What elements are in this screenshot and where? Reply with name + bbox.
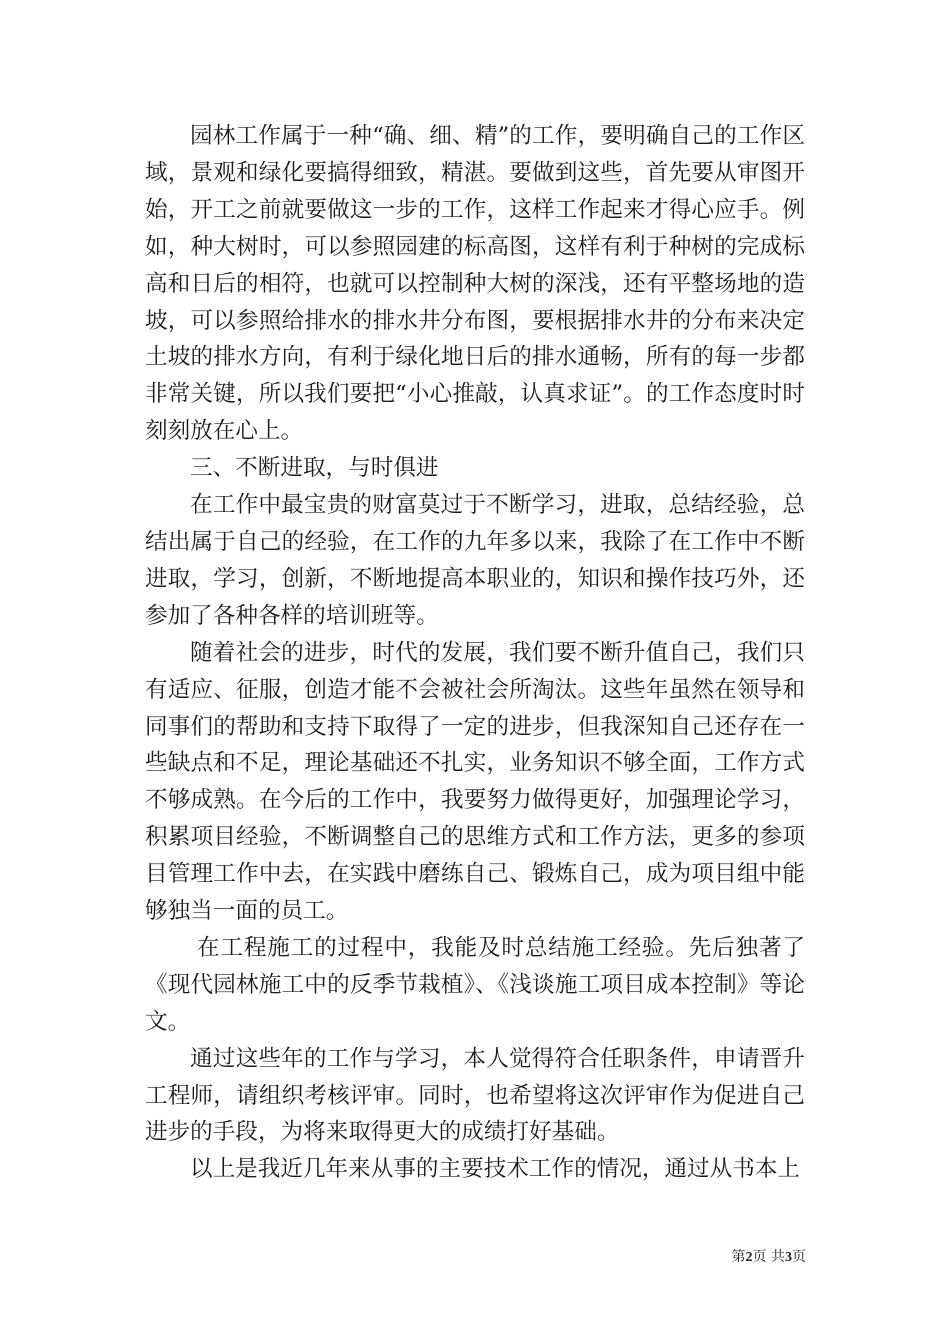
footer-page-number: 2 xyxy=(745,1250,753,1265)
document-body xyxy=(145,118,805,1188)
footer-suffix: 页 xyxy=(792,1249,806,1265)
page-footer xyxy=(732,1248,806,1267)
footer-total-pages: 3 xyxy=(785,1250,792,1265)
paragraph-design-review: 园林工作属于一种“确、细、精”的工作，要明确自己的工作区域，景观和绿化要搞得细致，精湛。要做到这些，首先要从审图开始，开工之前就要做这一步的工作，这样工作起来才得心应手。例如，种大树时，可以参照园建的标高图，这样有利于种树的完成标高和日后的相符，也就可以控制种大树的深浅，还有平整场地的造坡，可以参照给排水的排水井分布图，要根据排水井的分布来决定土坡的排水方向，有利于绿化地日后的排水通畅，所有的每一步都非常关键，所以我们要把“小心推敲，认真求证”。的工作态度时时刻刻放在心上。 xyxy=(145,123,805,445)
section-heading-progress: 三、不断进取，与时俱进 xyxy=(190,455,439,482)
paragraph-summary: 以上是我近几年来从事的主要技术工作的情况，通过从书本上 xyxy=(190,1156,801,1183)
paragraph-application: 通过这些年的工作与学习，本人觉得符合任职条件，申请晋升工程师，请组织考核评审。同时，也希望将这次评审作为促进自己进步的手段，为将来取得更大的成绩打好基础。 xyxy=(145,1045,805,1146)
paragraph-publications: 在工程施工的过程中，我能及时总结施工经验。先后独著了《现代园林施工中的反季节栽植》、《浅谈施工项目成本控制》等论文。 xyxy=(145,934,805,1035)
footer-prefix: 第 xyxy=(731,1249,746,1265)
footer-middle: 页 共 xyxy=(752,1249,785,1265)
paragraph-learning: 在工作中最宝贵的财富莫过于不断学习，进取，总结经验，总结出属于自己的经验，在工作的九年多以来，我除了在工作中不断进取，学习，创新，不断地提高本职业的，知识和操作技巧外，还参加了各种各样的培训班等。 xyxy=(145,492,805,629)
paragraph-self-improvement: 随着社会的进步，时代的发展，我们要不断升值自己，我们只有适应、征服，创造才能不会被社会所淘汰。这些年虽然在领导和同事们的帮助和支持下取得了一定的进步，但我深知自己还存在一些缺点和不足，理论基础还不扎实，业务知识不够全面，工作方式不够成熟。在今后的工作中，我要努力做得更好，加强理论学习，积累项目经验，不断调整自己的思维方式和工作方法，更多的参项目管理工作中去，在实践中磨练自己、锻炼自己，成为项目组中能够独当一面的员工。 xyxy=(145,639,805,925)
